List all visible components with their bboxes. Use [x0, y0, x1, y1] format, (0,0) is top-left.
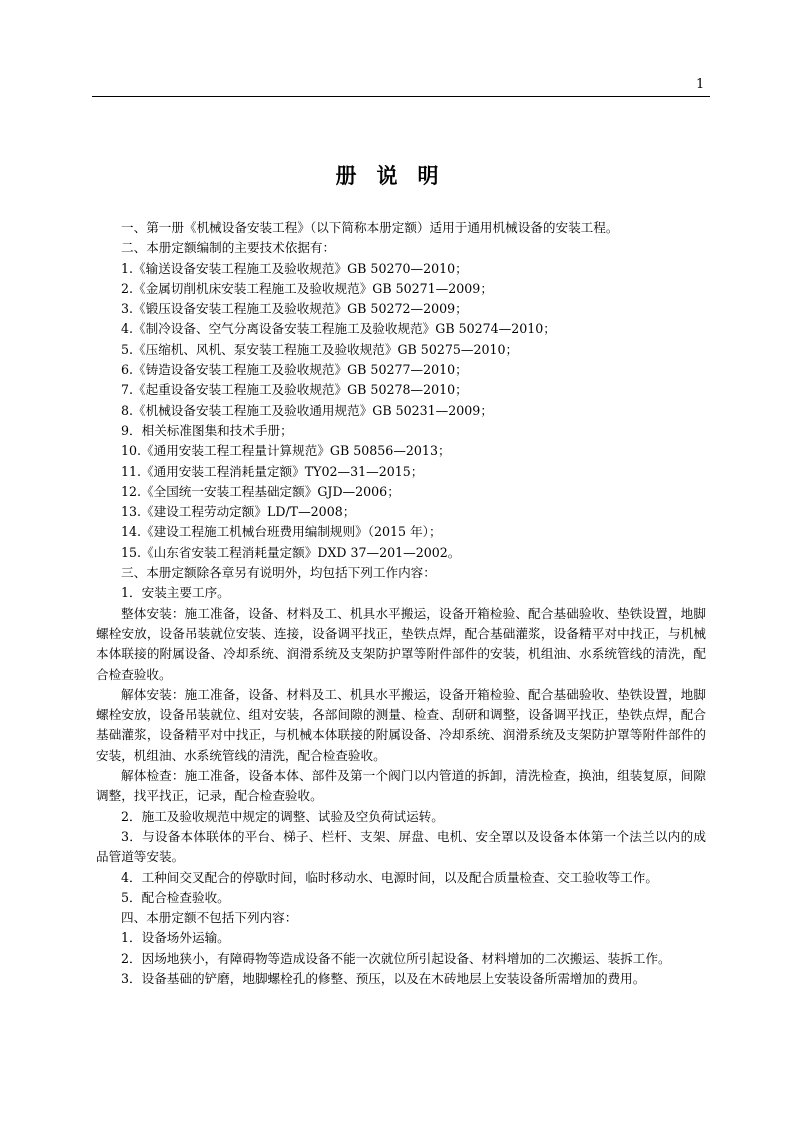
paragraph-exclusions-heading: 四、本册定额不包括下列内容：: [121, 910, 298, 926]
paragraph-basis-heading: 二、本册定额编制的主要技术依据有：: [121, 240, 336, 256]
paragraph-work-content-heading: 三、本册定额除各章另有说明外，均包括下列工作内容：: [121, 565, 436, 581]
work-item: 4．工种间交叉配合的停歇时间，临时移动水、电源时间，以及配合质量检查、交工验收等工作。: [121, 869, 658, 885]
basis-item: 1.《输送设备安装工程施工及验收规范》GB 50270—2010；: [121, 260, 468, 276]
exclusion-item: 2．因场地狭小，有障碍物等造成设备不能一次就位所引起设备、材料增加的二次搬运、装拆工作。: [121, 950, 671, 966]
basis-item: 9．相关标准图集和技术手册；: [121, 422, 293, 438]
work-item: 1．安装主要工序。: [121, 585, 230, 601]
page-number: 1: [696, 77, 705, 92]
page-title: 册说明: [335, 164, 459, 188]
work-item: 2．施工及验收规范中规定的调整、试验及空负荷试运转。: [121, 808, 444, 824]
exclusion-item: 3．设备基础的铲磨，地脚螺栓孔的修整、预压，以及在木砖地层上安装设备所需增加的费用。: [121, 970, 646, 986]
work-paragraph-disassembled-install: 解体安装：施工准备，设备、材料及工、机具水平搬运，设备开箱检验、配合基础验收、垫铁设置，地脚螺栓安放，设备吊装就位、组对安装，各部间隙的测量、检查、刮研和调整，设备调平找正，垫铁点焊，配合基础灌浆，设备精平对中找正，与机械本体联接的附属设备、冷却系统、润滑系统及支架防护罩等附件部件的安装，机组油、水系统管线的清洗，配合检查验收。: [96, 686, 706, 763]
paragraph-scope: 一、第一册《机械设备安装工程》（以下简称本册定额）适用于通用机械设备的安装工程。: [121, 220, 619, 235]
work-paragraph-disassembly-inspection: 解体检查：施工准备，设备本体、部件及第一个阀门以内管道的拆卸，清洗检查，换油，组装复原，间隙调整，找平找正，记录，配合检查验收。: [96, 768, 706, 804]
basis-item: 6.《铸造设备安装工程施工及验收规范》GB 50277—2010；: [121, 362, 468, 378]
basis-item: 10.《通用安装工程工程量计算规范》GB 50856—2013；: [121, 443, 451, 459]
document-body: [96, 218, 706, 989]
work-item: 5．配合检查验收。: [121, 889, 230, 905]
basis-item: 2.《金属切削机床安装工程施工及验收规范》GB 50271—2009；: [121, 280, 493, 296]
work-item: 3．与设备本体联体的平台、梯子、栏杆、支架、屏盘、电机、安全罩以及设备本体第一个法兰以内的成品管道等安装。: [96, 828, 706, 865]
basis-item: 14.《建设工程施工机械台班费用编制规则》（2015 年）；: [121, 524, 442, 540]
basis-item: 7.《起重设备安装工程施工及验收规范》GB 50278—2010；: [121, 382, 468, 398]
header-rule: [92, 96, 710, 97]
exclusion-item: 1．设备场外运输。: [121, 930, 230, 946]
basis-item: 5.《压缩机、风机、泵安装工程施工及验收规范》GB 50275—2010；: [121, 341, 519, 357]
basis-item: 8.《机械设备安装工程施工及验收通用规范》GB 50231—2009；: [121, 402, 493, 418]
basis-item: 11.《通用安装工程消耗量定额》TY02—31—2015；: [121, 463, 424, 479]
basis-item: 13.《建设工程劳动定额》LD/T—2008；: [121, 504, 356, 520]
work-paragraph-overall-install: 整体安装：施工准备，设备、材料及工、机具水平搬运，设备开箱检验、配合基础验收、垫铁设置，地脚螺栓安放，设备吊装就位安装、连接，设备调平找正，垫铁点焊，配合基础灌浆，设备精平对中找正，与机械本体联接的附属设备、冷却系统、润滑系统及支架防护罩等附件部件的安装，机组油、水系统管线的清洗，配合检查验收。: [96, 605, 706, 682]
basis-item: 12.《全国统一安装工程基础定额》GJD—2006；: [121, 483, 400, 499]
basis-item: 3.《锻压设备安装工程施工及验收规范》GB 50272—2009；: [121, 301, 468, 317]
basis-item: 15.《山东省安装工程消耗量定额》DXD 37—201—2002。: [121, 544, 461, 560]
basis-item: 4.《制冷设备、空气分离设备安装工程施工及验收规范》GB 50274—2010；: [121, 321, 556, 337]
